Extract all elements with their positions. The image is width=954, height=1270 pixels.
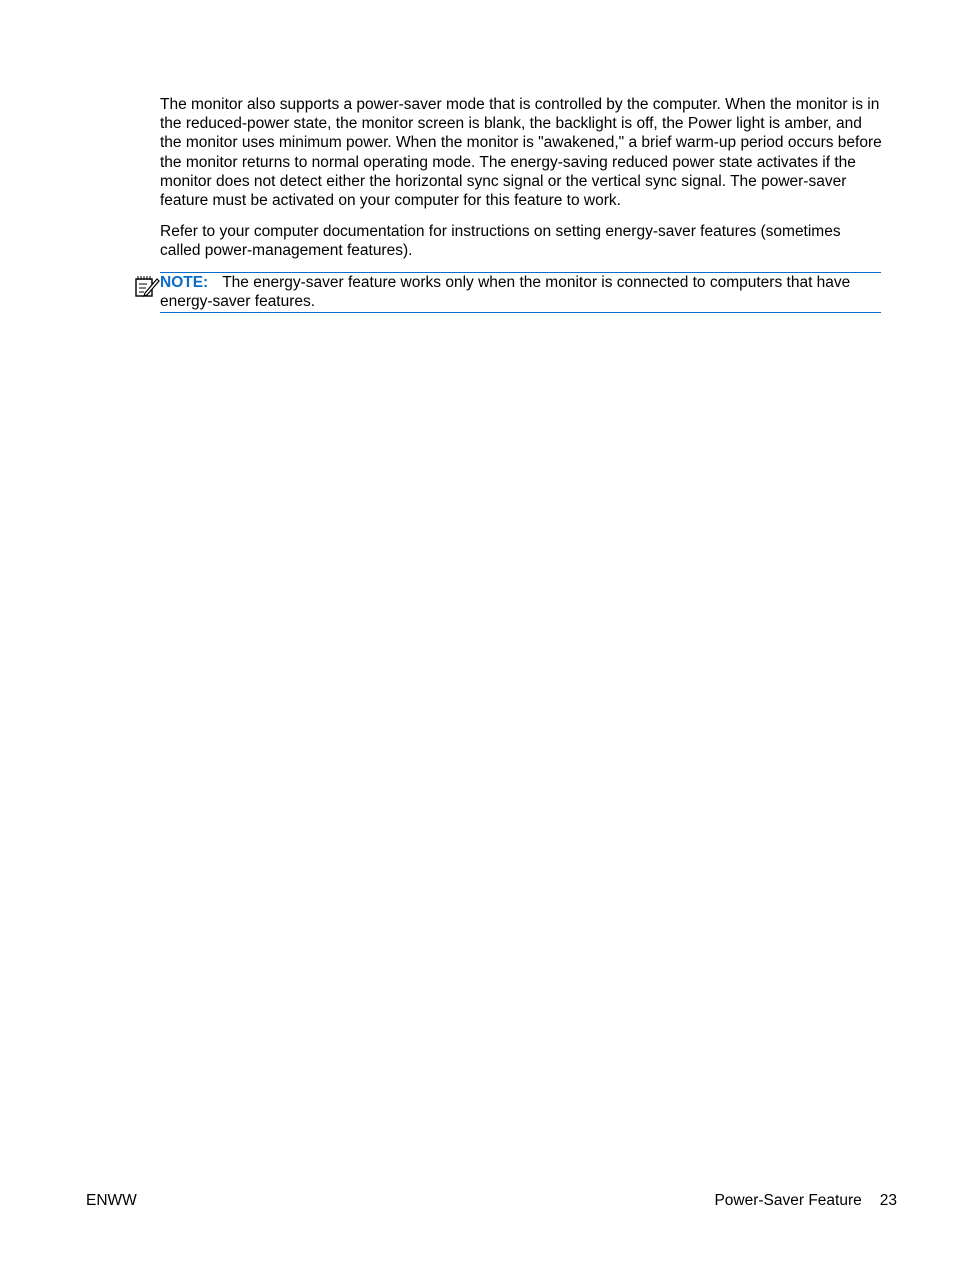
body-paragraph-documentation: Refer to your computer documentation for instructions on setting energy-saver features (sometimes called power-management features). bbox=[160, 223, 841, 260]
note-box bbox=[160, 272, 881, 313]
note-label: NOTE: bbox=[160, 274, 209, 291]
page-number: 23 bbox=[879, 1192, 897, 1209]
note-pad-icon bbox=[134, 274, 160, 298]
footer-section-title: Power-Saver Feature bbox=[714, 1192, 862, 1209]
body-paragraph-power-saver-mode: The monitor also supports a power-saver mode that is controlled by the computer. When the monitor is in the reduced-power state, the monitor screen is blank, the backlight is off, the Power light is amber, and the monitor uses minimum power. When the monitor is "awakened," a brief warm-up period occurs before the monitor returns to normal operating mode. The energy-saving reduced power state activates if the monitor does not detect either the horizontal sync signal or the vertical sync signal. The power-saver feature must be activated on your computer for this feature to work. bbox=[160, 96, 882, 210]
note-text: The energy-saver feature works only when the monitor is connected to computers that have energy-saver features. bbox=[160, 274, 851, 311]
footer-section-page bbox=[714, 1192, 897, 1210]
footer-edition-code: ENWW bbox=[86, 1192, 137, 1209]
